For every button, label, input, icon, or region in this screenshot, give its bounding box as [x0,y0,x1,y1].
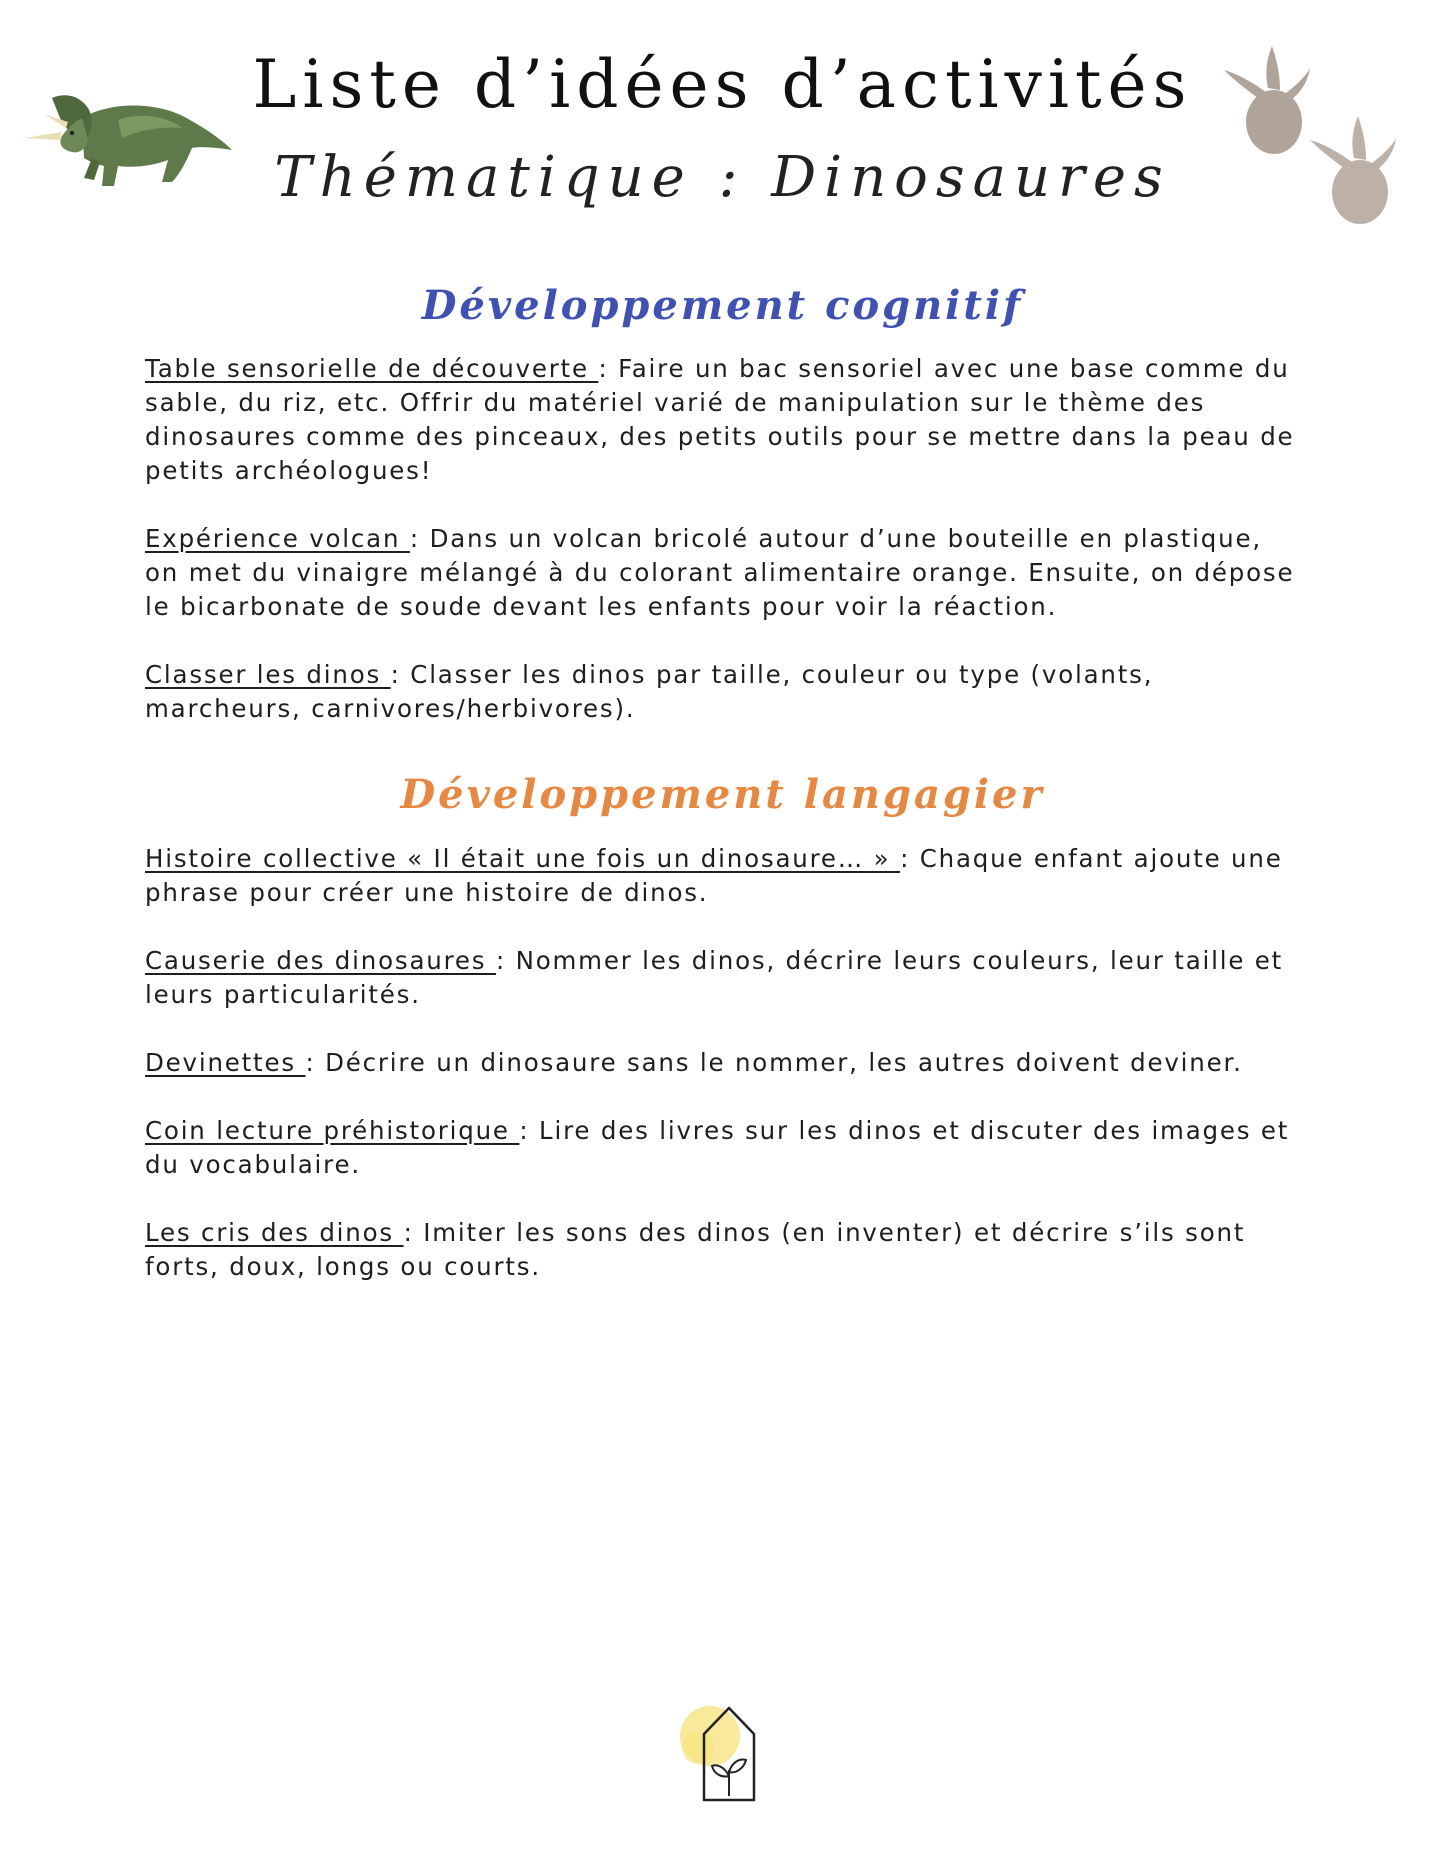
activity-description: : Classer les dinos par taille, couleur ou type (volants, marcheurs, carnivores/herbivores). [145,660,1154,723]
activity-item [145,352,1305,488]
activity-item [145,1216,1305,1284]
activity-item [145,1046,1305,1080]
activity-description: : Chaque enfant ajoute une phrase pour créer une histoire de dinos. [145,844,1283,907]
activity-item [145,658,1305,726]
activity-description: : Nommer les dinos, décrire leurs couleurs, leur taille et leurs particularités. [145,946,1284,1009]
activity-description: : Imiter les sons des dinos (en inventer) et décrire s’ils sont forts, doux, longs ou courts. [145,1218,1246,1281]
activity-item [145,1114,1305,1182]
activity-name: Expérience volcan [145,524,410,553]
section-title-cognitive: Développement cognitif [421,282,1024,329]
house-sprout-logo-icon [668,1700,783,1805]
page-subtitle: Thématique : Dinosaures [274,145,1171,210]
activity-name: Causerie des dinosaures [145,946,496,975]
section-title-language: Développement langagier [400,771,1045,818]
activity-name: Histoire collective « Il était une fois un dinosaure… » [145,844,901,873]
activity-item [145,944,1305,1012]
activity-description: : Décrire un dinosaure sans le nommer, les autres doivent deviner. [305,1048,1243,1077]
activity-item [145,842,1305,910]
activity-list-language [145,842,1305,1318]
activity-name: Coin lecture préhistorique [145,1116,520,1145]
page-title: Liste d’idées d’activités [252,46,1193,123]
activity-list-cognitive [145,352,1305,760]
activity-name: Devinettes [145,1048,306,1077]
activity-description: : Lire des livres sur les dinos et discuter des images et du vocabulaire. [145,1116,1290,1179]
activity-item [145,522,1305,624]
activity-description: : Dans un volcan bricolé autour d’une bouteille en plastique, on met du vinaigre mélangé à du colorant alimentaire orange. Ensuite, on dépose le bicarbonate de soude devant les enfants pour voir la réaction. [145,524,1295,621]
activity-name: Table sensorielle de découverte [145,354,599,383]
activity-description: : Faire un bac sensoriel avec une base comme du sable, du riz, etc. Offrir du matériel varié de manipulation sur le thème des dinosaures comme des pinceaux, des petits outils pour se mettre dans la peau de petits archéologues! [145,354,1295,485]
activity-name: Les cris des dinos [145,1218,404,1247]
activity-name: Classer les dinos [145,660,391,689]
